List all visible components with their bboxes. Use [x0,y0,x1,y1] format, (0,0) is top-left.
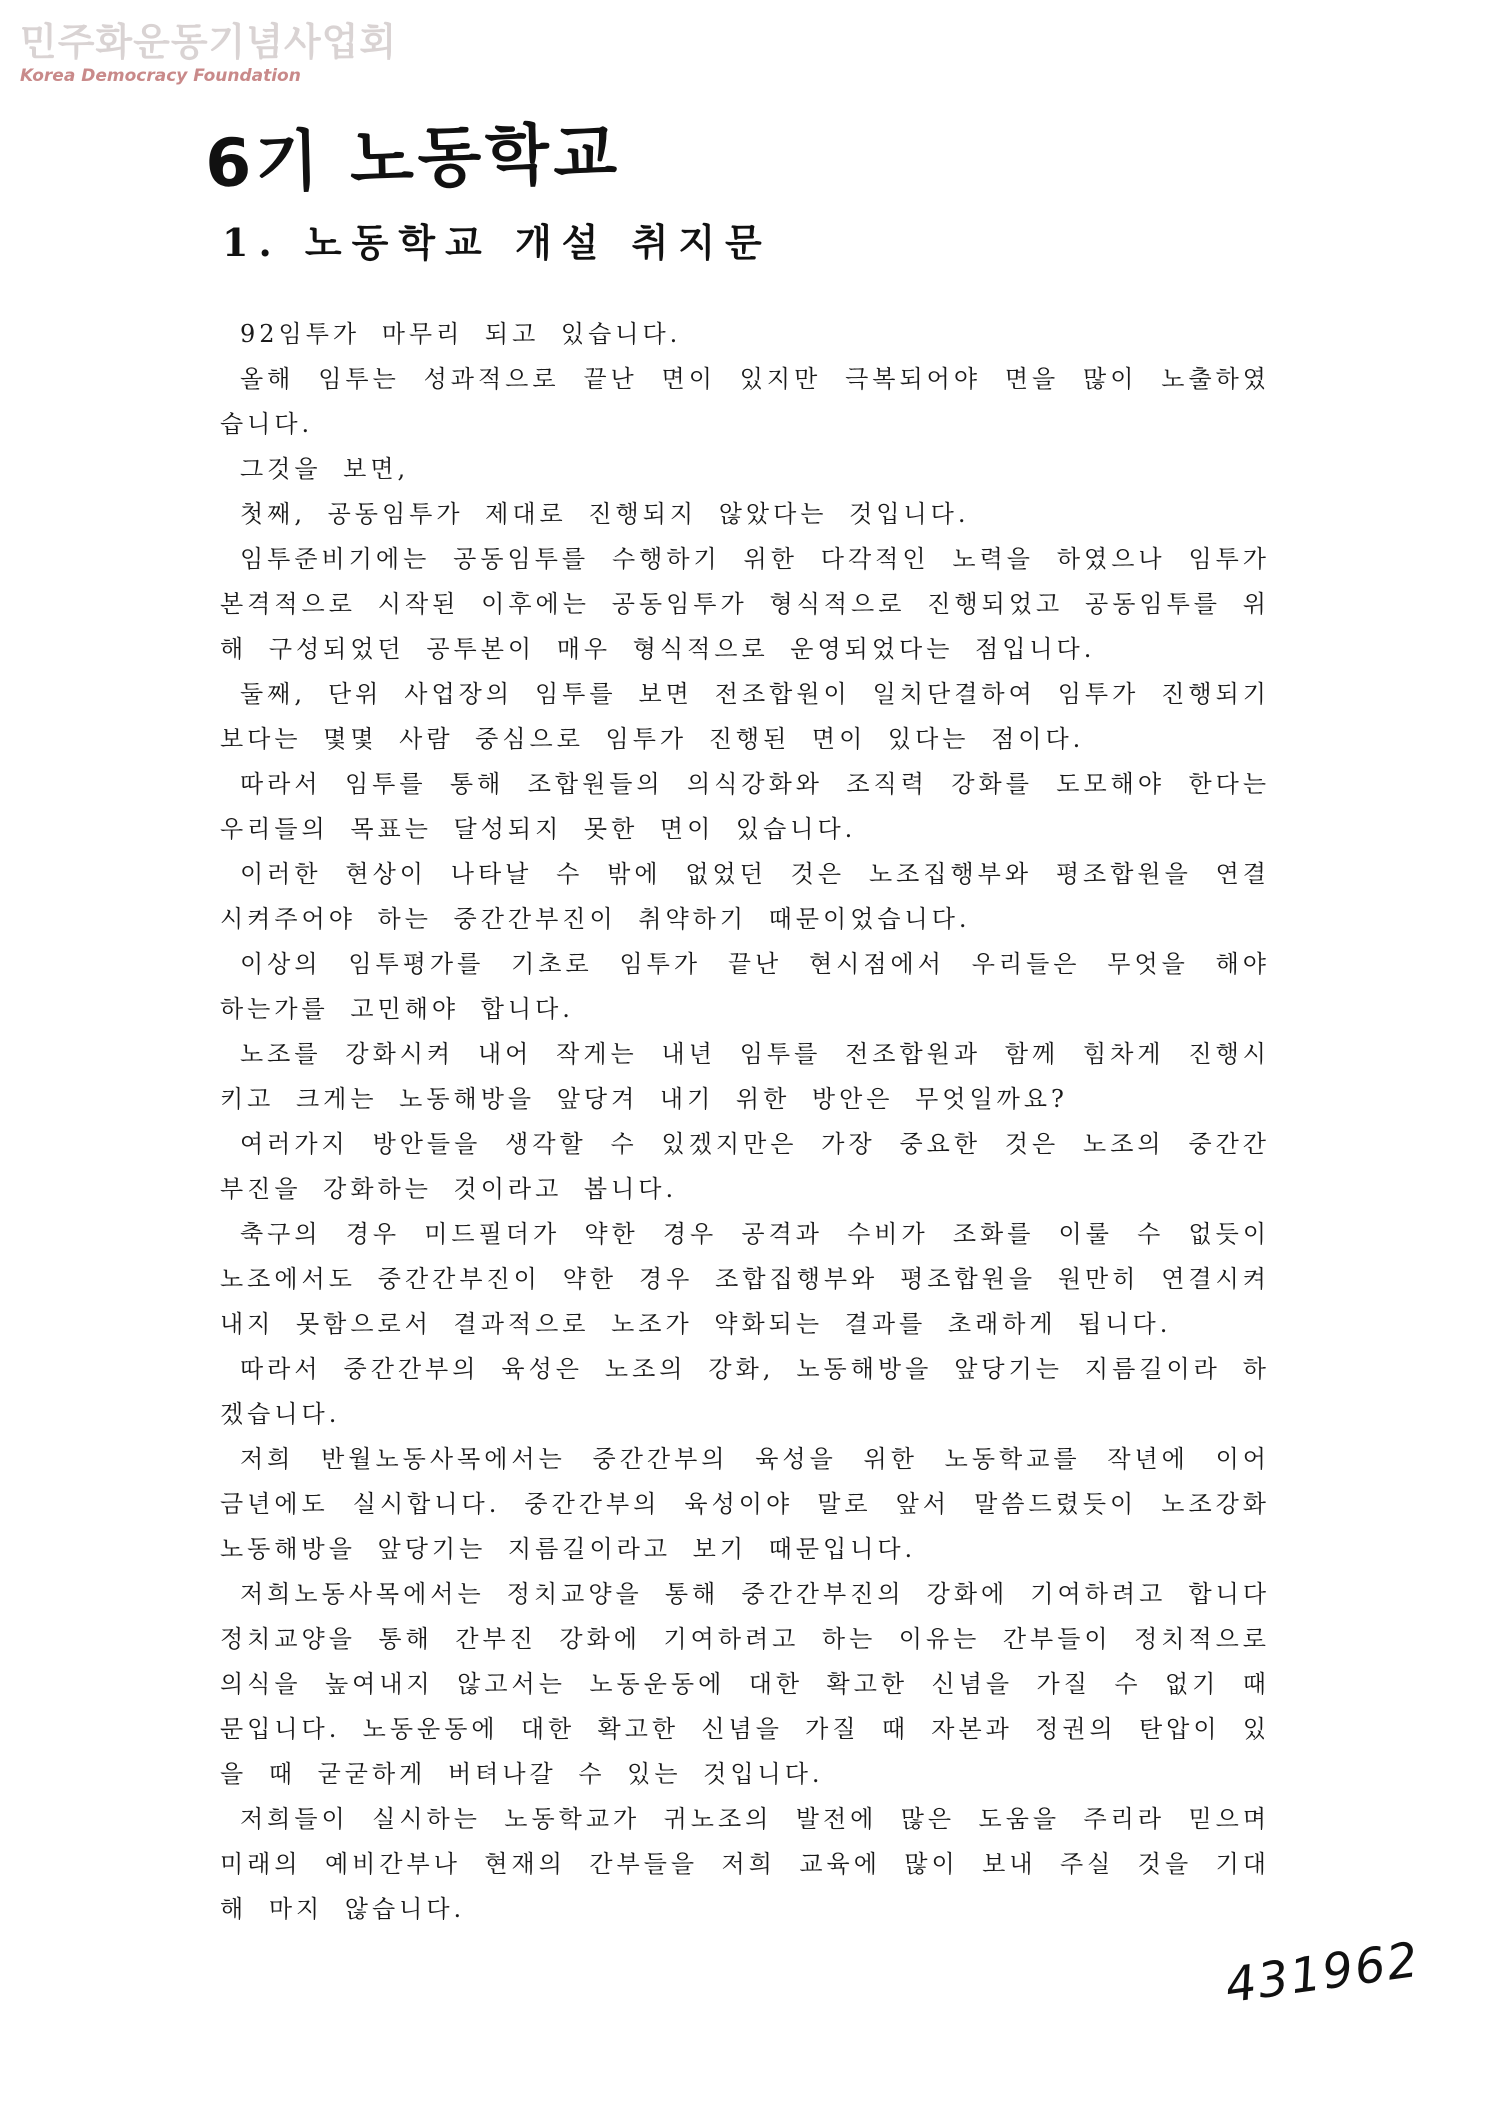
paragraph: 저희 반월노동사목에서는 중간간부의 육성을 위한 노동학교를 작년에 이어 금년에도 실시합니다. 중간간부의 육성이야 말로 앞서 말씀드렸듯이 노조강화 노동해방을 앞당기는 지름길이라고 보기 때문입니다. [220,1445,1270,1563]
paragraph: 둘째, 단위 사업장의 임투를 보면 전조합원이 일치단결하여 임투가 진행되기 보다는 몇몇 사람 중심으로 임투가 진행된 면이 있다는 점이다. [220,680,1270,753]
watermark-korean: 민주화운동기념사업회 [20,20,398,64]
document-body [220,312,1270,1932]
paragraph: 첫째, 공동임투가 제대로 진행되지 않았다는 것입니다. [240,500,970,528]
paragraph: 노조를 강화시켜 내어 작게는 내년 임투를 전조합원과 함께 힘차게 진행시키고 크게는 노동해방을 앞당겨 내기 위한 방안은 무엇일까요? [220,1040,1270,1113]
paragraph: 올해 임투는 성과적으로 끝난 면이 있지만 극복되어야 면을 많이 노출하였습니다. [220,365,1270,438]
paragraph: 이상의 임투평가를 기초로 임투가 끝난 현시점에서 우리들은 무엇을 해야 하는가를 고민해야 합니다. [220,950,1270,1023]
watermark-logo [20,20,397,86]
paragraph: 이러한 현상이 나타날 수 밖에 없었던 것은 노조집행부와 평조합원을 연결시켜주어야 하는 중간간부진이 취약하기 때문이었습니다. [220,860,1270,933]
paragraph: 저희노동사목에서는 정치교양을 통해 중간간부진의 강화에 기여하려고 합니다 정치교양을 통해 간부진 강화에 기여하려고 하는 이유는 간부들이 정치적으로 의식을 높여내지 않고서는 노동운동에 대한 확고한 신념을 가질 수 없기 때문입니다. 노동운동에 대한 확고한 신념을 가질 때 자본과 정권의 탄압이 있을 때 굳굳하게 버텨나갈 수 있는 것입니다. [220,1580,1270,1788]
paragraph: 따라서 임투를 통해 조합원들의 의식강화와 조직력 강화를 도모해야 한다는 우리들의 목표는 달성되지 못한 면이 있습니다. [220,770,1270,843]
paragraph: 여러가지 방안들을 생각할 수 있겠지만은 가장 중요한 것은 노조의 중간간부진을 강화하는 것이라고 봅니다. [220,1130,1270,1203]
paragraph: 92임투가 마무리 되고 있습니다. [240,320,682,348]
handwritten-title: 6기 노동학교 [204,114,622,203]
paragraph: 축구의 경우 미드필더가 약한 경우 공격과 수비가 조화를 이룰 수 없듯이 노조에서도 중간간부진이 약한 경우 조합집행부와 평조합원을 원만히 연결시켜 내지 못함으로서 결과적으로 노조가 약화되는 결과를 초래하게 됩니다. [220,1220,1270,1338]
section-heading: 1. 노동학교 개설 취지문 [222,220,772,265]
paragraph: 그것을 보면, [240,455,410,483]
watermark-english: Korea Democracy Foundation [20,66,301,86]
paragraph: 임투준비기에는 공동임투를 수행하기 위한 다각적인 노력을 하였으나 임투가 본격적으로 시작된 이후에는 공동임투가 형식적으로 진행되었고 공동임투를 위해 구성되었던 공투본이 매우 형식적으로 운영되었다는 점입니다. [220,545,1270,663]
paragraph: 저희들이 실시하는 노동학교가 귀노조의 발전에 많은 도움을 주리라 믿으며 미래의 예비간부나 현재의 간부들을 저희 교육에 많이 보내 주실 것을 기대해 마지 않습니다. [220,1805,1270,1923]
paragraph: 따라서 중간간부의 육성은 노조의 강화, 노동해방을 앞당기는 지름길이라 하겠습니다. [220,1355,1270,1428]
handwritten-archive-number: 431962 [1222,1931,1424,2015]
